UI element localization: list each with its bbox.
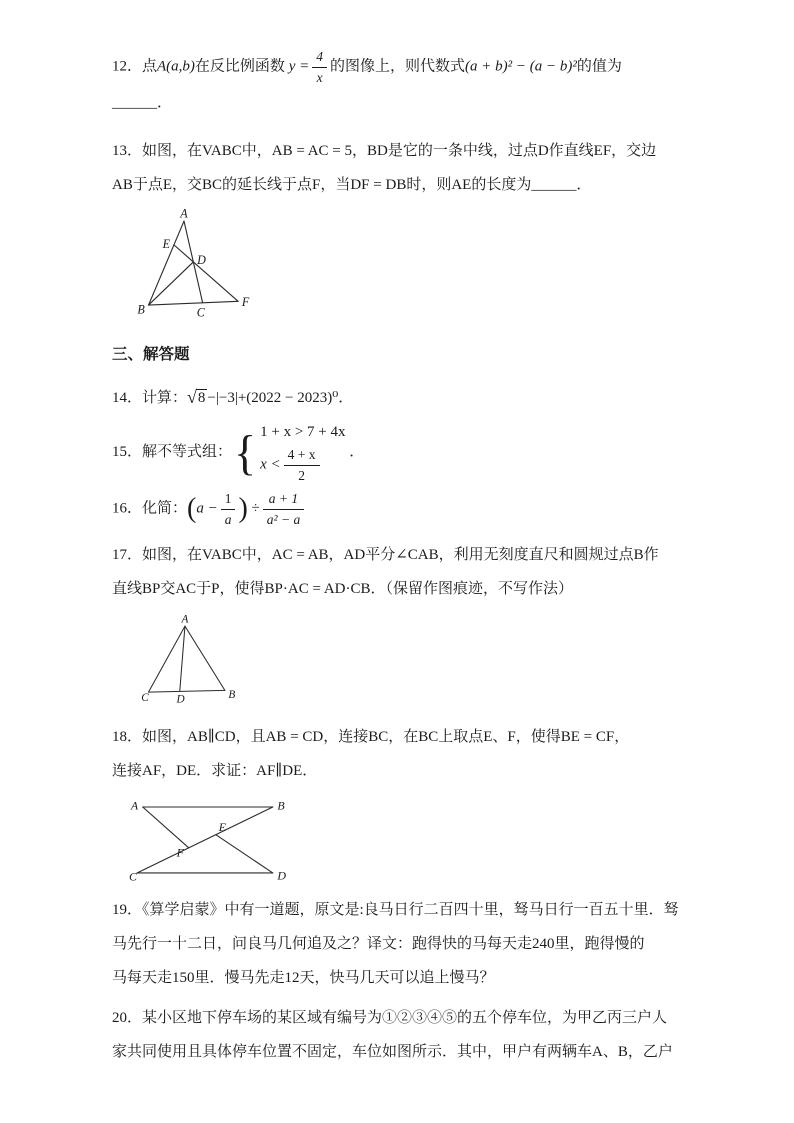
q14-prefix: 14．计算： <box>112 390 188 407</box>
q19-line-2: 马先行一十二日，问良马几何追及之？译文：跑得快的马每天走240里，跑得慢的 <box>112 936 645 953</box>
q16-frac1-numerator: 1 <box>221 490 236 510</box>
question-16 <box>112 490 690 528</box>
q18-figure <box>128 796 293 883</box>
question-12 <box>112 48 690 120</box>
question-15 <box>112 421 690 484</box>
q12-fraction-4-over-x <box>312 48 327 86</box>
q12-point-expr: A(a,b) <box>157 58 195 75</box>
q18-segment-BC <box>137 807 273 873</box>
q17-label-B: B <box>228 689 236 702</box>
q15-frac-numerator: 4 + x <box>284 446 320 466</box>
q18-label-C: C <box>128 869 137 884</box>
q18-label-F: F <box>176 845 184 860</box>
question-13 <box>112 134 690 320</box>
q18-line-1: 18．如图，AB∥CD，且AB = CD，连接BC，在BC上取点E、F，使得BE = CF， <box>112 729 630 746</box>
q15-rows <box>260 421 345 484</box>
q12-text-2: 的图像上，则代数式 <box>329 58 465 75</box>
q18-segment-AF <box>143 807 189 848</box>
q15-inequality-2 <box>260 446 345 484</box>
q17-label-D: D <box>176 693 185 706</box>
q16-frac1-denominator: a <box>224 511 232 527</box>
q13-label-F: F <box>241 295 250 310</box>
q16-right-paren: ) <box>238 493 248 525</box>
question-17 <box>112 538 690 706</box>
q17-line-2: 直线BP交AC于P，使得BP·AC = AD·CB．（保留作图痕迹，不写作法） <box>112 581 574 598</box>
q16-minuend: a − <box>196 500 218 517</box>
q13-edge-AB <box>149 221 184 305</box>
q16-frac2-denominator: a² − a <box>266 511 301 527</box>
q17-label-C: C <box>141 692 149 705</box>
q13-line-2: AB于点E，交BC的延长线于点F，当DF = DB时，则AE的长度为______． <box>112 177 592 194</box>
question-14 <box>112 380 690 415</box>
q13-line-EF <box>174 245 238 301</box>
q16-line-1 <box>112 490 690 528</box>
q12-y-equals: y = <box>288 58 310 75</box>
q18-label-E: E <box>218 820 227 835</box>
q17-line-1: 17．如图，在VABC中，AC = AB，AD平分∠CAB，利用无刻度直尺和圆规过点B作 <box>112 547 659 564</box>
q12-text-3: 的值为 <box>576 58 622 75</box>
q14-radicand: 8 <box>197 390 206 407</box>
q15-fraction <box>284 446 320 484</box>
q16-left-paren: ( <box>187 493 197 525</box>
q15-brace: { <box>234 425 257 479</box>
q18-label-D: D <box>277 868 286 883</box>
q19-line-3: 马每天走150里．慢马先走12天，快马几天可以追上慢马？ <box>112 970 495 987</box>
q16-frac2-numerator: a + 1 <box>263 490 304 510</box>
q13-figure-triangle <box>128 208 254 320</box>
q17-label-A: A <box>181 614 189 626</box>
q15-ineq2-left: x < <box>260 456 281 473</box>
q13-label-D: D <box>197 253 206 268</box>
q12-text-1: 在反比例函数 <box>194 58 285 75</box>
q12-frac-numerator: 4 <box>312 48 327 68</box>
q16-divide-sign: ÷ <box>251 500 260 517</box>
q13-label-E: E <box>162 237 170 252</box>
q12-blank-line: ______． <box>112 95 173 112</box>
q17-bisector-AD <box>180 626 185 691</box>
q13-label-C: C <box>196 305 205 320</box>
q13-edge-BF <box>149 301 239 305</box>
q17-figure-triangle <box>138 614 238 706</box>
q14-line-1 <box>112 380 690 415</box>
q14-sqrt-8 <box>187 387 207 408</box>
q15-inequality-1: 1 + x > 7 + 4x <box>260 424 346 441</box>
q14-expression-rest: −|−3|+(2022 − 2023)⁰． <box>207 390 354 407</box>
q17-edge-CB <box>149 691 225 693</box>
question-19 <box>112 893 690 995</box>
q17-edge-AB <box>185 626 225 690</box>
q18-segment-DE <box>216 835 273 873</box>
q15-prefix: 15．解不等式组： <box>112 444 233 461</box>
q13-line-1: 13．如图，在VABC中，AB = AC = 5，BD是它的一条中线，过点D作直线EF，交边 <box>112 143 657 160</box>
q16-prefix: 16．化简： <box>112 500 188 517</box>
q13-median-BD <box>149 262 194 305</box>
q12-frac-denominator: x <box>316 69 323 85</box>
question-18 <box>112 720 690 883</box>
q20-line-1: 20．某小区地下停车场的某区域有编号为①②③④⑤的五个停车位，为甲乙丙三户人 <box>112 1010 668 1027</box>
q18-label-B: B <box>277 799 285 814</box>
q15-frac-denominator: 2 <box>298 467 305 483</box>
q17-edge-AC <box>149 626 185 692</box>
q14-radical-sign: √ <box>187 387 197 408</box>
section-3-header: 三、解答题 <box>112 346 190 364</box>
q12-line-1 <box>112 48 690 86</box>
q12-prefix: 12．点 <box>112 58 158 75</box>
q15-line-1 <box>112 421 690 484</box>
q12-expression: (a + b)² − (a − b)² <box>464 58 577 75</box>
q20-line-2: 家共同使用且具体停车位置不固定，车位如图所示．其中，甲户有两辆车A、B，乙户 <box>112 1044 673 1061</box>
q16-fraction-1-over-a <box>221 490 236 528</box>
q18-label-A: A <box>130 799 139 814</box>
q13-label-A: A <box>180 208 188 221</box>
q19-line-1: 19．《算学启蒙》中有一道题，原文是:良马日行二百四十里，驽马日行一百五十里．驽 <box>112 902 679 919</box>
q16-fraction-2 <box>263 490 304 528</box>
q13-label-B: B <box>137 302 145 317</box>
q15-inequality-system <box>234 421 345 484</box>
q15-period: ． <box>349 444 365 461</box>
q18-line-2: 连接AF，DE．求证：AF∥DE． <box>112 763 318 780</box>
question-20 <box>112 1001 690 1069</box>
